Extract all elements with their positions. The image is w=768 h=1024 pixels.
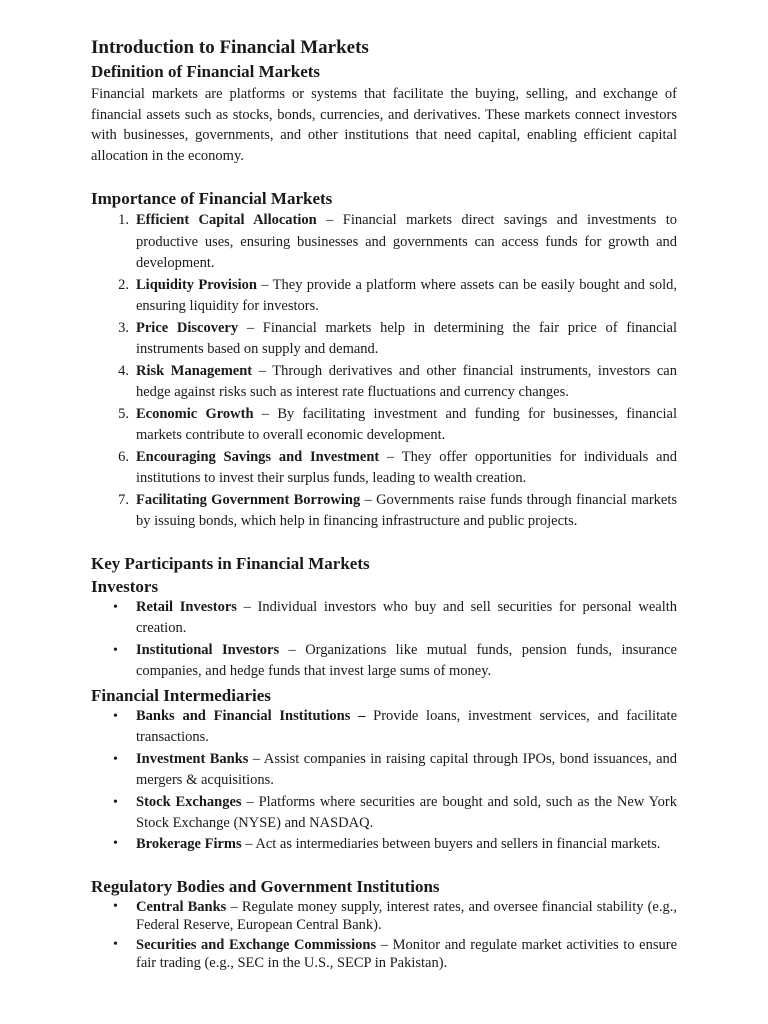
list-item: 2. Liquidity Provision – They provide a platform where assets can be easily bought and sold, ensuring liquidity for investors. [118,276,677,314]
list-item: 6. Encouraging Savings and Investment – They offer opportunities for individuals and institutions to invest their surplus funds, leading to wealth creation. [118,448,677,486]
bullet-icon: • [113,936,118,952]
list-item: • Securities and Exchange Commissions – Monitor and regulate market activities to ensure fair trading (e.g., SEC in the U.S., SECP in Pakistan). [113,936,678,971]
investors-list [91,597,677,683]
page-title: Introduction to Financial Markets [91,37,369,58]
bullet-icon: • [113,898,118,914]
definition-heading: Definition of Financial Markets [91,62,321,81]
list-item: • Retail Investors – Individual investors who buy and sell securities for personal wealth creation. [113,598,677,636]
bullet-icon: • [113,599,118,615]
regulatory-heading: Regulatory Bodies and Government Institutions [91,876,440,896]
list-item: • Banks and Financial Institutions – Provide loans, investment services, and facilitate transactions. [113,707,677,745]
bullet-icon: • [113,751,118,767]
list-item: 1. Efficient Capital Allocation – Financial markets direct savings and investments to productive uses, ensuring businesses and governments can access funds for growth and development. [118,212,677,271]
investors-heading: Investors [91,576,159,596]
importance-list [91,210,677,533]
list-item: • Stock Exchanges – Platforms where securities are bought and sold, such as the New York Stock Exchange (NYSE) and NASDAQ. [113,793,677,831]
regulatory-list [91,898,677,972]
list-item: 7. Facilitating Government Borrowing – Governments raise funds through financial markets by issuing bonds, which help in financing infrastructure and public projects. [118,491,677,529]
bullet-icon: • [113,642,118,658]
importance-heading: Importance of Financial Markets [91,189,333,208]
list-item: • Investment Banks – Assist companies in raising capital through IPOs, bond issuances, and mergers & acquisitions. [113,750,678,788]
list-item: • Institutional Investors – Organizations like mutual funds, pension funds, insurance companies, and hedge funds that invest large sums of money. [113,641,677,679]
list-item: 3. Price Discovery – Financial markets help in determining the fair price of financial instruments based on supply and demand. [118,319,677,357]
list-item: • Brokerage Firms – Act as intermediaries between buyers and sellers in financial markets. [113,835,661,852]
bullet-icon: • [113,708,118,724]
intermediaries-list [91,706,677,853]
list-item: • Central Banks – Regulate money supply, interest rates, and oversee financial stability (e.g., Federal Reserve, European Central Bank). [113,898,677,933]
definition-paragraph: Financial markets are platforms or systems that facilitate the buying, selling, and exchange of financial assets such as stocks, bonds, currencies, and derivatives. These markets connect investors with businesses, governments, and other institutions that need capital, enabling efficient capital allocation in the economy. [91,86,677,164]
bullet-icon: • [113,794,118,810]
list-item: 4. Risk Management – Through derivatives and other financial instruments, investors can hedge against risks such as interest rate fluctuations and currency changes. [118,362,677,400]
bullet-icon: • [113,835,118,851]
intermediaries-heading: Financial Intermediaries [91,685,271,705]
participants-heading: Key Participants in Financial Markets [91,553,370,573]
list-item: 5. Economic Growth – By facilitating investment and funding for businesses, financial markets contribute to overall economic development. [118,405,677,443]
